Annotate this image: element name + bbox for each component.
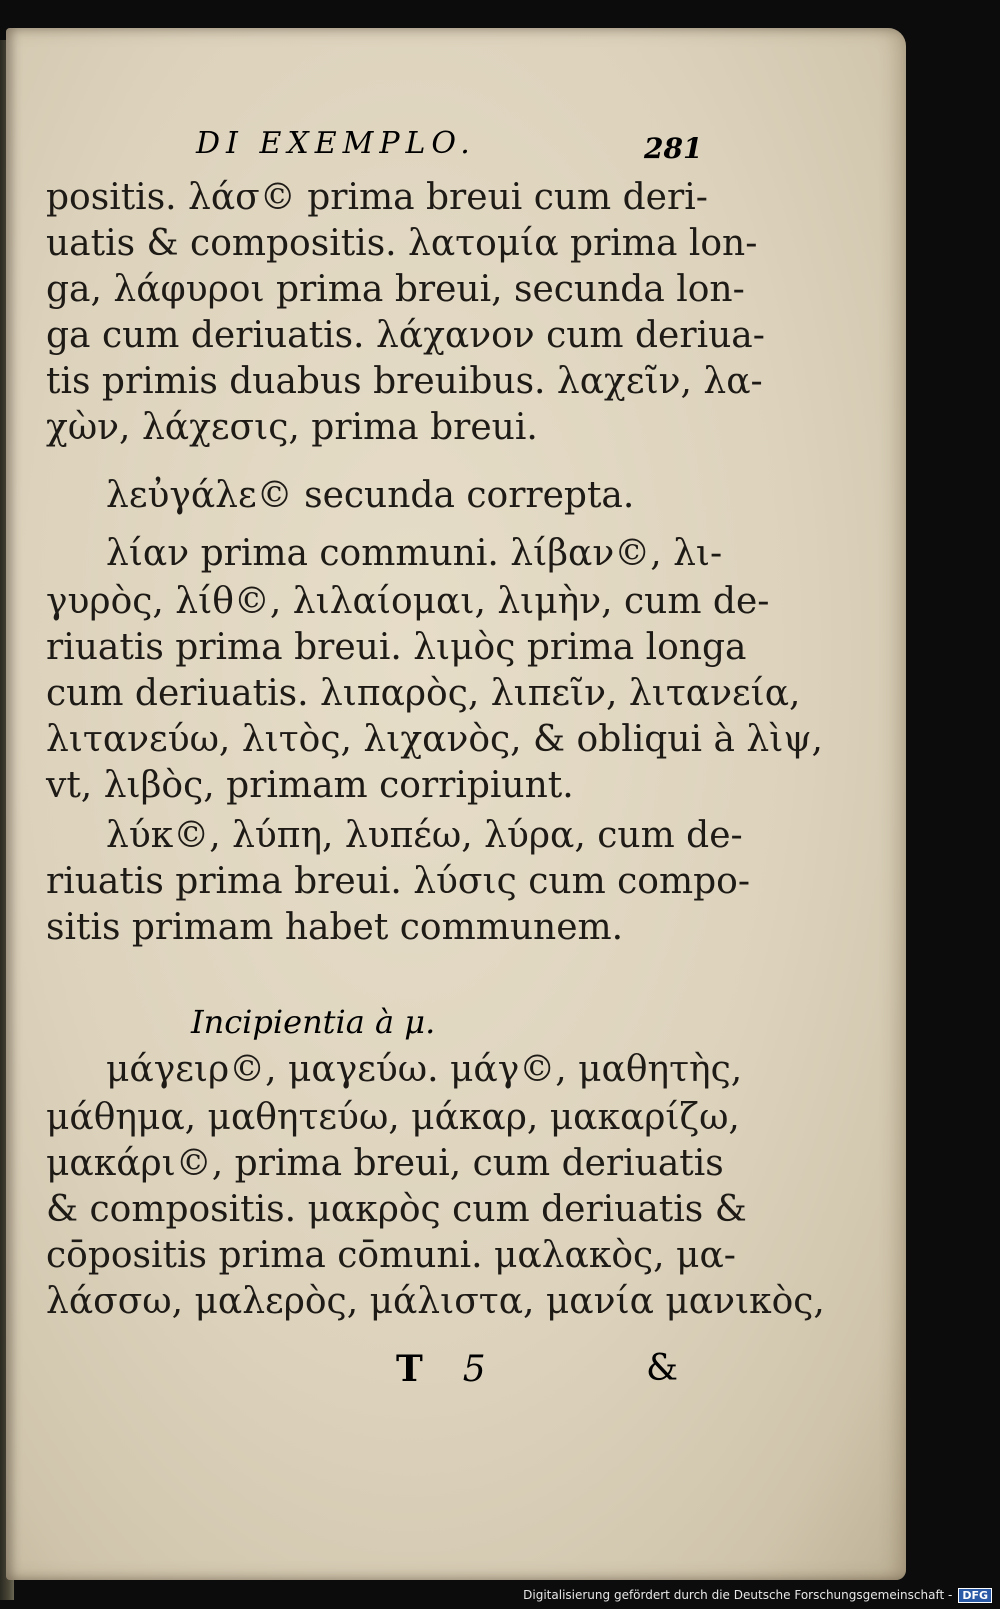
book-page: [6, 28, 906, 1580]
digitization-credit: [523, 1587, 992, 1603]
text-line: ga, λάφυροι prima breui, secunda lon-: [46, 269, 745, 310]
text-line: tis primis duabus breuibus. λαχεῖν, λα-: [46, 361, 763, 402]
dfg-logo: DFG: [958, 1588, 992, 1603]
text-line: uatis & compositis. λατομία prima lon-: [46, 223, 758, 264]
text-line: λίαν prima communi. λίβαν©, λι-: [106, 533, 723, 574]
text-line: cōpositis prima cōmuni. μαλακὸς, μα-: [46, 1235, 736, 1276]
text-line: μάγειρ©, μαγεύω. μάγ©, μαθητὴς,: [106, 1049, 743, 1090]
text-line: vt, λιβὸς, primam corripiunt.: [46, 765, 574, 806]
text-line: sitis primam habet communem.: [46, 907, 624, 948]
text-line: positis. λάσ© prima breui cum deri-: [46, 177, 708, 218]
text-line: λεὐγάλε© secunda correpta.: [106, 475, 635, 516]
running-head: DI EXEMPLO.: [196, 126, 476, 161]
text-line: λιτανεύω, λιτὸς, λιχανὸς, & obliqui à λὶψ,: [46, 719, 823, 760]
text-line: riuatis prima breui. λύσις cum compo-: [46, 861, 751, 902]
signature-number: 5: [462, 1349, 486, 1390]
text-line: riuatis prima breui. λιμὸς prima longa: [46, 627, 747, 668]
catchword: &: [646, 1348, 679, 1389]
text-line: ga cum deriuatis. λάχανον cum deriua-: [46, 315, 765, 356]
credit-text: Digitalisierung gefördert durch die Deutsche Forschungsgemeinschaft -: [523, 1588, 953, 1602]
text-line: γυρὸς, λίθ©, λιλαίομαι, λιμὴν, cum de-: [46, 581, 770, 622]
text-line: λάσσω, μαλερὸς, μάλιστα, μανία μανικὸς,: [46, 1281, 825, 1322]
text-line: & compositis. μακρὸς cum deriuatis &: [46, 1189, 747, 1230]
text-line: λύκ©, λύπη, λυπέω, λύρα, cum de-: [106, 815, 743, 856]
text-line: cum deriuatis. λιπαρὸς, λιπεῖν, λιτανεία,: [46, 673, 801, 714]
section-subheading: Incipientia à μ.: [191, 1003, 436, 1041]
signature-letter: T: [396, 1348, 423, 1390]
signature-mark: [396, 1348, 486, 1390]
text-line: μάθημα, μαθητεύω, μάκαρ, μακαρίζω,: [46, 1097, 740, 1138]
text-line: χὼν, λάχεσις, prima breui.: [46, 407, 538, 448]
text-line: μακάρι©, prima breui, cum deriuatis: [46, 1143, 724, 1184]
page-number: 281: [644, 132, 703, 165]
